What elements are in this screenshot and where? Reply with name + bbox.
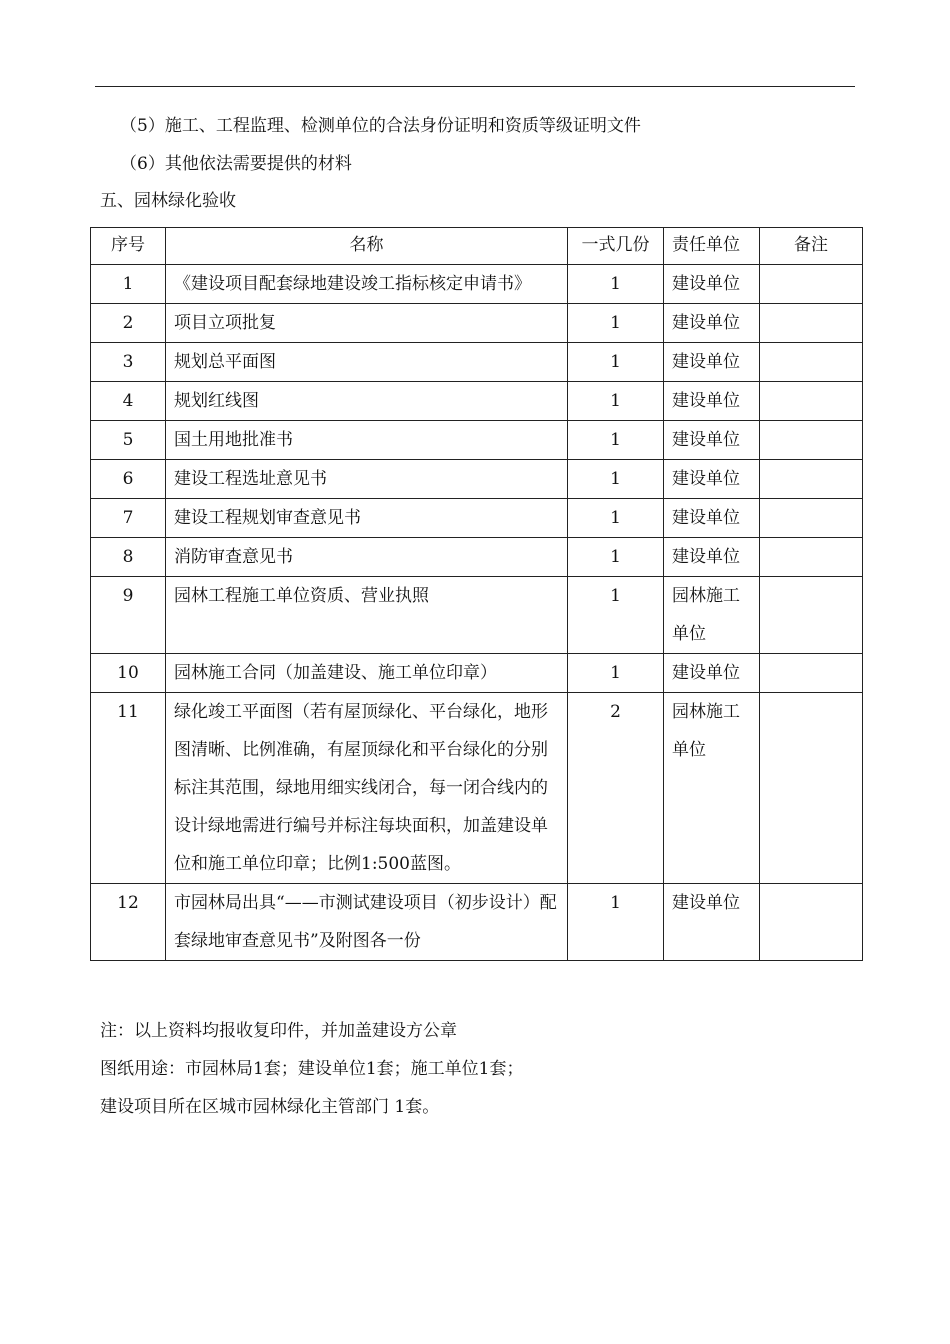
row-remarks [760,304,863,343]
row-name: 绿化竣工平面图（若有屋顶绿化、平台绿化，地形图清晰、比例准确，有屋顶绿化和平台绿化的分别标注其范围，绿地用细实线闭合，每一闭合线内的设计绿地需进行编号并标注每块面积，加盖建设单位和施工单位印章；比例1:500蓝图。 [166,693,568,884]
row-name: 规划总平面图 [166,343,568,382]
row-remarks [760,654,863,693]
table-row [91,421,863,460]
row-no: 12 [91,884,166,961]
row-responsible: 建设单位 [664,460,760,499]
note-line-3: 建设项目所在区城市园林绿化主管部门 1套。 [100,1097,440,1117]
row-no: 6 [91,460,166,499]
list-item-5: （5）施工、工程监理、检测单位的合法身份证明和资质等级证明文件 [120,116,641,136]
row-responsible: 园林施工单位 [664,693,760,884]
row-no: 11 [91,693,166,884]
row-remarks [760,421,863,460]
row-responsible: 建设单位 [664,654,760,693]
row-copies: 1 [568,577,664,654]
table-row [91,577,863,654]
table-row [91,343,863,382]
row-name: 市园林局出具“——市测试建设项目（初步设计）配套绿地审查意见书”及附图各一份 [166,884,568,961]
row-responsible: 园林施工单位 [664,577,760,654]
row-copies: 1 [568,499,664,538]
row-remarks [760,382,863,421]
row-no: 5 [91,421,166,460]
row-no: 1 [91,265,166,304]
row-copies: 1 [568,460,664,499]
row-name: 园林工程施工单位资质、营业执照 [166,577,568,654]
row-remarks [760,538,863,577]
row-name: 建设工程规划审查意见书 [166,499,568,538]
row-responsible: 建设单位 [664,382,760,421]
header-remarks: 备注 [760,228,863,265]
table-row [91,265,863,304]
row-no: 4 [91,382,166,421]
row-copies: 1 [568,421,664,460]
header-no: 序号 [91,228,166,265]
row-remarks [760,577,863,654]
row-remarks [760,343,863,382]
row-no: 7 [91,499,166,538]
row-remarks [760,499,863,538]
row-name: 消防审查意见书 [166,538,568,577]
acceptance-materials-table [90,227,863,961]
row-no: 8 [91,538,166,577]
header-responsible: 责任单位 [664,228,760,265]
header-copies: 一式几份 [568,228,664,265]
row-copies: 2 [568,693,664,884]
row-remarks [760,460,863,499]
row-remarks [760,693,863,884]
note-line-1: 注：以上资料均报收复印件，并加盖建设方公章 [100,1021,457,1041]
row-copies: 1 [568,382,664,421]
table-header-row [91,228,863,265]
table-row [91,499,863,538]
row-no: 9 [91,577,166,654]
row-copies: 1 [568,304,664,343]
row-copies: 1 [568,654,664,693]
row-no: 3 [91,343,166,382]
row-remarks [760,884,863,961]
row-name: 国土用地批准书 [166,421,568,460]
row-name: 《建设项目配套绿地建设竣工指标核定申请书》 [166,265,568,304]
row-name: 项目立项批复 [166,304,568,343]
row-remarks [760,265,863,304]
row-no: 2 [91,304,166,343]
section-heading: 五、园林绿化验收 [100,191,236,211]
row-name: 园林施工合同（加盖建设、施工单位印章） [166,654,568,693]
row-copies: 1 [568,538,664,577]
row-copies: 1 [568,343,664,382]
table-row [91,382,863,421]
list-item-6: （6）其他依法需要提供的材料 [120,154,352,174]
header-rule [95,86,855,87]
table-row [91,693,863,884]
row-copies: 1 [568,884,664,961]
row-responsible: 建设单位 [664,884,760,961]
row-responsible: 建设单位 [664,499,760,538]
table-row [91,654,863,693]
note-line-2: 图纸用途：市园林局1套；建设单位1套；施工单位1套； [100,1059,524,1079]
row-responsible: 建设单位 [664,538,760,577]
table-row [91,304,863,343]
table-row [91,460,863,499]
row-responsible: 建设单位 [664,304,760,343]
row-name: 规划红线图 [166,382,568,421]
row-copies: 1 [568,265,664,304]
header-name: 名称 [166,228,568,265]
row-responsible: 建设单位 [664,265,760,304]
row-no: 10 [91,654,166,693]
row-responsible: 建设单位 [664,343,760,382]
row-responsible: 建设单位 [664,421,760,460]
table-row [91,538,863,577]
row-name: 建设工程选址意见书 [166,460,568,499]
table-row [91,884,863,961]
